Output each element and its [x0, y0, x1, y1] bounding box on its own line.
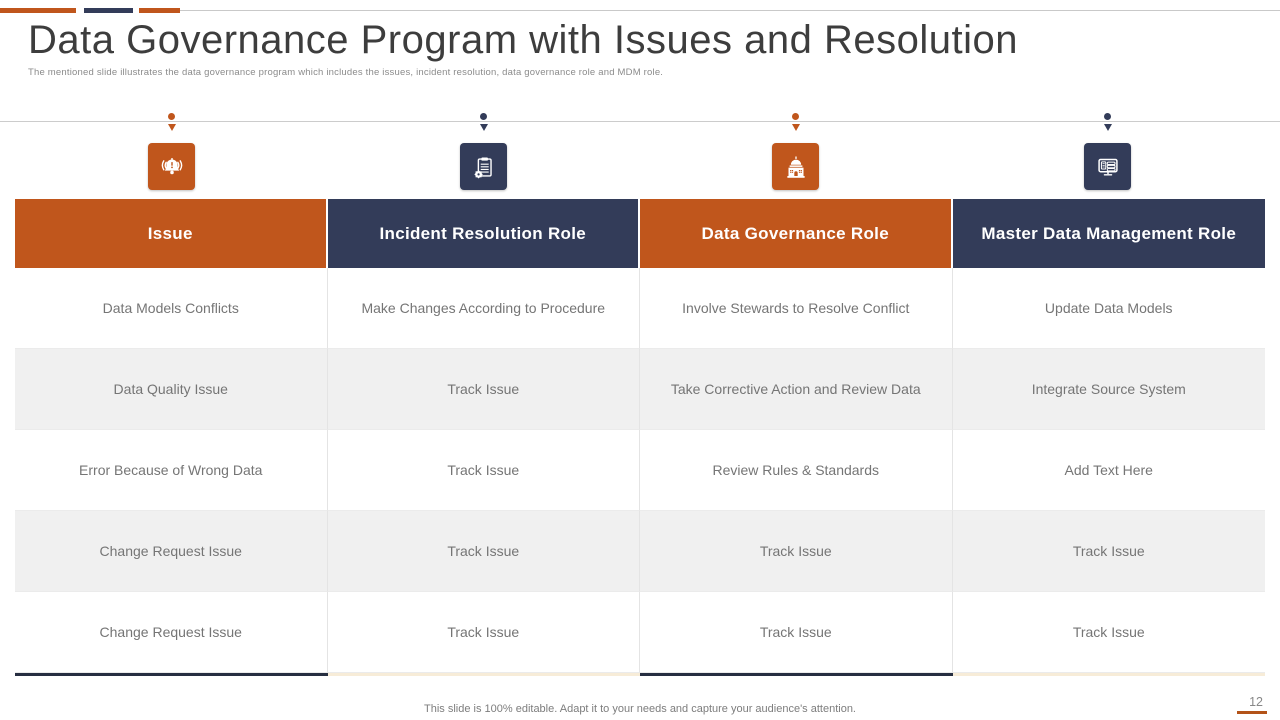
marker-arrow-down-icon: [480, 124, 488, 131]
table-row: [15, 592, 1265, 673]
table-row: [15, 430, 1265, 511]
clipboard-gear-icon: [460, 143, 507, 190]
table-cell: Track Issue: [328, 592, 641, 673]
marker-arrow-down-icon: [792, 124, 800, 131]
page-number-underline: [1237, 711, 1267, 714]
table-cell: Take Corrective Action and Review Data: [640, 349, 953, 430]
alarm-bell-icon: [148, 143, 195, 190]
governance-table: [15, 199, 1265, 676]
marker-dot: [1104, 113, 1111, 120]
table-cell: Track Issue: [328, 511, 641, 592]
header-cell-mdm-role: Master Data Management Role: [953, 199, 1266, 268]
header-cell-issue: Issue: [15, 199, 328, 268]
page-number: 12: [1249, 695, 1263, 709]
marker-dot: [168, 113, 175, 120]
table-cell: Integrate Source System: [953, 349, 1266, 430]
table-bottom-accent: [15, 673, 1265, 676]
marker-arrow-down-icon: [168, 124, 176, 131]
table-cell: Involve Stewards to Resolve Conflict: [640, 268, 953, 349]
monitor-data-icon: [1084, 143, 1131, 190]
column-marker-issue: [148, 113, 195, 190]
table-cell: Track Issue: [953, 511, 1266, 592]
table-cell: Error Because of Wrong Data: [15, 430, 328, 511]
slide-subtitle: The mentioned slide illustrates the data governance program which includes the issues, incident resolution, data governance role and MDM role.: [28, 67, 664, 78]
column-marker-data-governance: [772, 113, 819, 190]
table-row: [15, 511, 1265, 592]
table-header-row: [15, 199, 1265, 268]
table-cell: Change Request Issue: [15, 592, 328, 673]
topbar-segment-orange-1: [0, 8, 76, 13]
table-cell: Track Issue: [640, 592, 953, 673]
accent-strip: [15, 673, 328, 676]
marker-dot: [792, 113, 799, 120]
header-cell-incident-resolution-role: Incident Resolution Role: [328, 199, 641, 268]
footer-note: This slide is 100% editable. Adapt it to your needs and capture your audience's attention.: [424, 703, 856, 715]
accent-strip: [328, 673, 641, 676]
table-cell: Data Models Conflicts: [15, 268, 328, 349]
topbar-segment-navy: [84, 8, 133, 13]
marker-dot: [480, 113, 487, 120]
table-cell: Track Issue: [328, 349, 641, 430]
table-row: [15, 349, 1265, 430]
table-cell: Change Request Issue: [15, 511, 328, 592]
table-cell: Add Text Here: [953, 430, 1266, 511]
table-cell: Track Issue: [953, 592, 1266, 673]
column-marker-incident-resolution: [460, 113, 507, 190]
accent-strip: [953, 673, 1266, 676]
government-building-icon: [772, 143, 819, 190]
table-cell: Make Changes According to Procedure: [328, 268, 641, 349]
topbar-rule: [180, 10, 1280, 11]
table-cell: Update Data Models: [953, 268, 1266, 349]
header-cell-data-governance-role: Data Governance Role: [640, 199, 953, 268]
table-row: [15, 268, 1265, 349]
accent-strip: [640, 673, 953, 676]
table-cell: Data Quality Issue: [15, 349, 328, 430]
slide-title: Data Governance Program with Issues and Resolution: [28, 18, 1018, 62]
column-marker-mdm: [1084, 113, 1131, 190]
topbar-segment-orange-2: [139, 8, 180, 13]
marker-arrow-down-icon: [1104, 124, 1112, 131]
table-cell: Track Issue: [640, 511, 953, 592]
table-cell: Track Issue: [328, 430, 641, 511]
table-cell: Review Rules & Standards: [640, 430, 953, 511]
